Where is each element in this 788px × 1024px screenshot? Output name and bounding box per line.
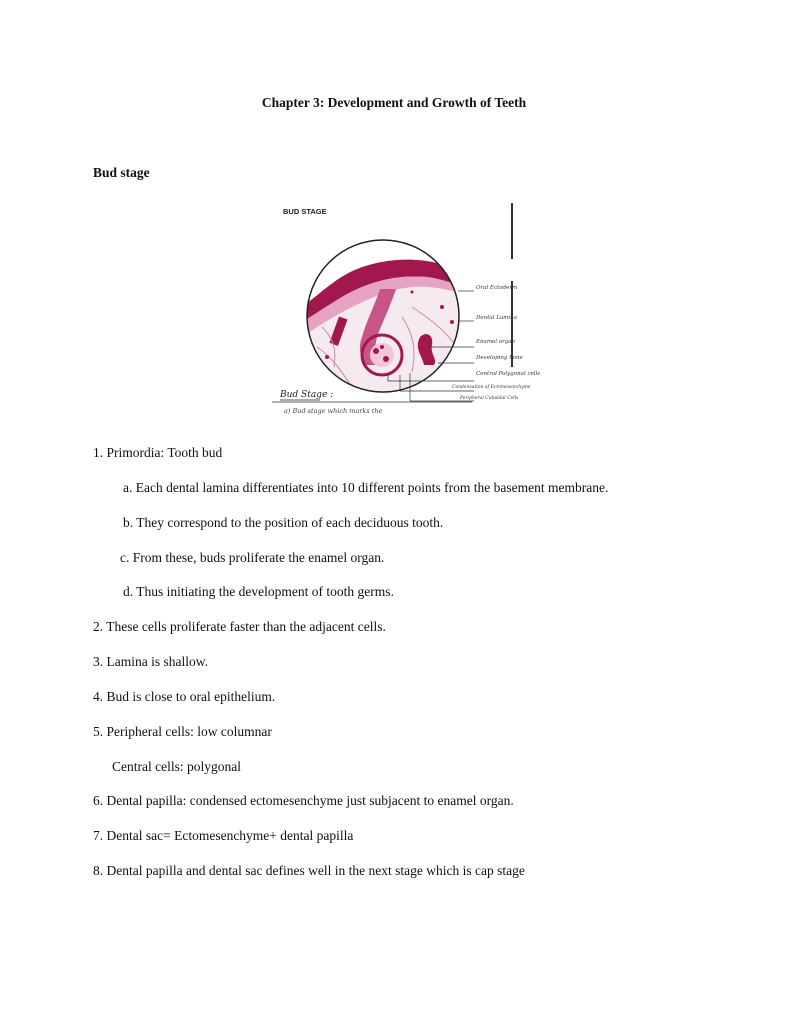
figure-caption-note: a) Bud stage which marks the	[284, 407, 383, 415]
figure-heading: BUD STAGE	[283, 207, 327, 216]
bud-stage-figure	[262, 197, 541, 419]
section-heading-bud-stage: Bud stage	[93, 165, 150, 180]
list-item-4: 4. Bud is close to oral epithelium.	[93, 689, 276, 704]
list-item-3: 3. Lamina is shallow.	[93, 654, 208, 669]
label-developing-bone: Developing bone	[476, 355, 523, 361]
label-condensation: Condensation of Ectomesenchyme	[452, 385, 531, 390]
label-oral-ectoderm: Oral Ectoderm	[476, 285, 518, 291]
list-item-1d: d. Thus initiating the development of tooth germs.	[123, 584, 394, 599]
list-item-8: 8. Dental papilla and dental sac defines well in the next stage which is cap stage	[93, 863, 525, 878]
label-dental-lamina: Dental Lamina	[476, 315, 517, 321]
label-enamel-organ: Enamel organ	[476, 339, 516, 345]
list-item-5-continued: Central cells: polygonal	[112, 759, 241, 774]
list-item-6: 6. Dental papilla: condensed ectomesenchyme just subjacent to enamel organ.	[93, 793, 514, 808]
list-item-2: 2. These cells proliferate faster than the adjacent cells.	[93, 619, 386, 634]
list-item-1c: c. From these, buds proliferate the enamel organ.	[120, 550, 385, 565]
list-item-7: 7. Dental sac= Ectomesenchyme+ dental papilla	[93, 828, 354, 843]
label-central-polygonal-cells: Central Polygonal cells	[476, 371, 541, 377]
list-item-1a: a. Each dental lamina differentiates into 10 different points from the basement membrane.	[123, 480, 609, 495]
bud-stage-diagram	[262, 197, 541, 419]
figure-caption: Bud Stage :	[280, 390, 334, 400]
list-item-5: 5. Peripheral cells: low columnar	[93, 724, 272, 739]
page-title: Chapter 3: Development and Growth of Teeth	[261, 95, 527, 110]
list-item-1: 1. Primordia: Tooth bud	[93, 445, 223, 460]
label-peripheral-cuboidal-cells: Peripheral Cuboidal Cells	[460, 396, 519, 401]
list-item-1b: b. They correspond to the position of each deciduous tooth.	[123, 515, 444, 530]
